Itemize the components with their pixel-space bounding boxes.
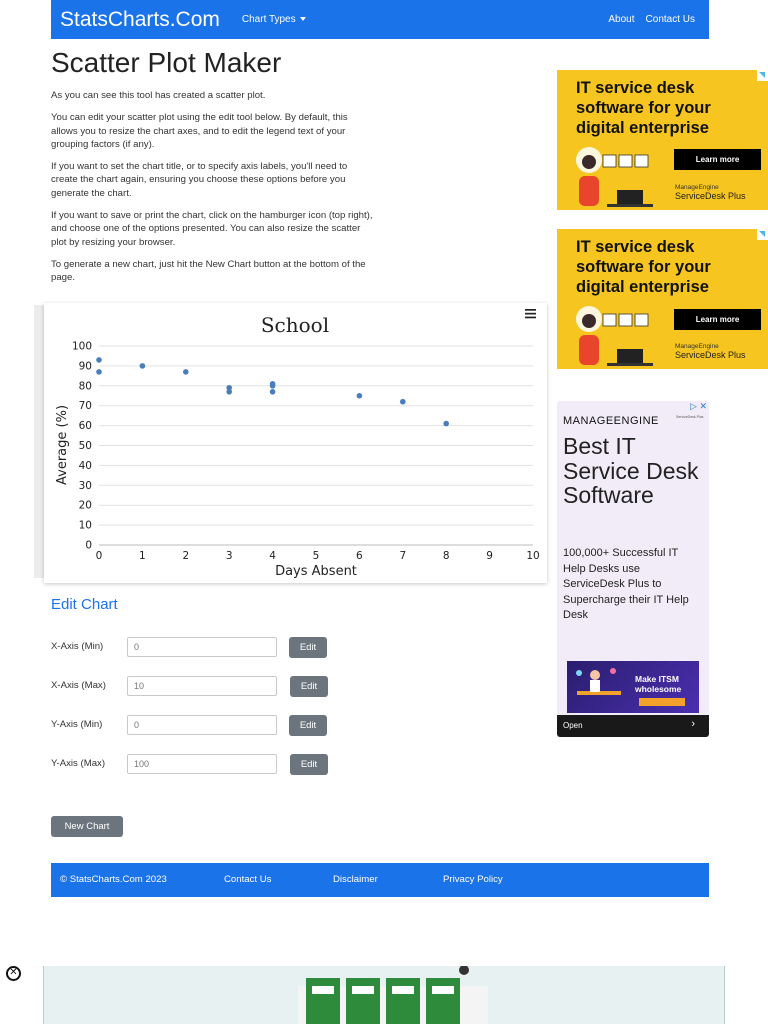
side-ad-open-bar[interactable] [557,715,709,737]
side-ad-image-text: Make ITSM wholesome [635,674,682,694]
intro-text [51,89,373,294]
ad-brand-small: ManageEngine [675,343,719,350]
y-tick-label: 100 [71,340,92,353]
footer-privacy-link[interactable]: Privacy Policy [443,874,503,885]
banner-ad-1[interactable] [557,70,768,210]
scatter-point[interactable] [140,363,146,369]
y-tick-label: 20 [78,499,92,512]
scatter-point[interactable] [357,393,363,399]
y-axis-max-row [51,754,341,776]
y-axis-min-input[interactable] [127,715,277,735]
side-ad-image-button[interactable] [639,698,685,706]
y-axis-min-label: Y-Axis (Min) [51,719,103,730]
contact-link[interactable]: Contact Us [645,14,695,25]
caret-down-icon [300,17,306,21]
ad-close-icon[interactable]: ▷ ✕ [690,401,707,411]
x-tick-label: 2 [182,550,190,562]
y-axis-max-input[interactable] [127,754,277,774]
y-axis-min-edit-button[interactable]: Edit [289,715,327,736]
side-ad-body: 100,000+ Successful IT Help Desks use ServiceDesk Plus to Supercharge their IT Help Desk [563,547,689,621]
ad-brand [675,183,746,202]
edit-chart-heading: Edit Chart [51,596,118,613]
site-footer [51,863,709,897]
x-axis-max-edit-button[interactable]: Edit [290,676,328,697]
y-tick-label: 70 [78,400,92,413]
bottom-banner-ad[interactable] [43,966,725,1024]
ad-brand [675,342,746,361]
x-tick-label: 6 [356,550,363,562]
x-tick-label: 3 [225,550,233,562]
y-tick-label: 90 [78,360,92,373]
y-tick-label: 30 [78,479,92,492]
x-axis-min-edit-button[interactable]: Edit [289,637,327,658]
nav-right-links [608,14,695,25]
scatter-point[interactable] [400,399,406,405]
x-axis-max-label: X-Axis (Max) [51,680,106,691]
y-tick-label: 80 [78,380,92,393]
about-link[interactable]: About [608,14,635,25]
ad-brand-name: ServiceDesk Plus [675,350,746,360]
x-axis-min-input[interactable] [127,637,277,657]
x-tick-label: 1 [139,550,146,562]
side-ad-image [567,661,699,713]
x-axis-label: Days Absent [275,564,357,579]
y-axis-min-row [51,715,341,737]
chart-types-dropdown[interactable] [242,14,306,25]
x-tick-label: 4 [269,550,276,562]
banner-ad-2[interactable] [557,229,768,369]
x-tick-label: 9 [486,550,493,562]
y-axis-max-edit-button[interactable]: Edit [290,754,328,775]
y-axis-label: Average (%) [55,404,70,486]
scatter-chart [44,303,547,583]
new-chart-button[interactable]: New Chart [51,816,123,837]
ad-brand-name: ServiceDesk Plus [675,191,746,201]
support-agent-illustration [567,142,667,210]
close-icon[interactable]: ✕ [6,966,21,981]
x-tick-label: 8 [442,550,450,562]
scatter-point[interactable] [443,421,449,427]
y-tick-label: 40 [78,459,92,472]
scatter-point[interactable] [270,383,276,389]
person-at-desk-illustration [567,661,629,713]
intro-paragraph: You can edit your scatter plot using the edit tool below. By default, this allows you to resize the chart axes, and to edit the legend text of your grouping factors (if any). [51,112,348,150]
chart-side-shadow [34,305,44,578]
side-ad-brand: MANAGEENGINE [563,415,659,427]
open-label: Open [563,721,583,730]
footer-copyright: © StatsCharts.Com 2023 [60,874,167,885]
scatter-point[interactable] [96,369,102,375]
x-axis-max-row [51,676,341,698]
ad-headline: IT service desk software for your digital enterprise [576,79,711,137]
x-tick-label: 0 [95,550,103,562]
intro-paragraph: To generate a new chart, just hit the New Chart button at the bottom of the page. [51,258,366,284]
page-title: Scatter Plot Maker [51,47,282,78]
y-tick-label: 0 [85,539,92,552]
intro-paragraph: If you want to set the chart title, or to specify axis labels, you'll need to create the chart again, ensuring you choose these options before you generate the chart. [51,161,348,199]
side-ad[interactable] [557,401,709,737]
footer-contact-link[interactable]: Contact Us [224,874,272,885]
scatter-point[interactable] [96,357,102,363]
y-tick-label: 10 [78,519,92,532]
hamburger-menu-icon[interactable] [524,308,538,320]
scatter-point[interactable] [183,369,189,375]
x-tick-label: 7 [399,550,407,562]
y-tick-label: 50 [78,440,92,452]
footer-disclaimer-link[interactable]: Disclaimer [333,874,378,885]
top-navbar [51,0,709,39]
x-axis-max-input[interactable] [127,676,277,696]
chart-types-label: Chart Types [241,14,296,25]
ad-headline: IT service desk software for your digital enterprise [576,238,711,296]
learn-more-button[interactable]: Learn more [674,309,761,330]
scatter-point[interactable] [270,389,276,395]
learn-more-button[interactable]: Learn more [674,149,761,170]
intro-paragraph: As you can see this tool has created a scatter plot. [51,90,266,101]
chart-title: School [260,313,330,337]
side-ad-brand-small: ServiceDesk Plus [676,415,704,419]
side-ad-headline: Best IT Service Desk Software [563,433,699,508]
scatter-point[interactable] [226,389,232,395]
scatter-chart-container [44,303,547,583]
intro-paragraph: If you want to save or print the chart, click on the hamburger icon (top right), and choose one of the options presented. You can also resize the scatter plot by resizing your browser. [51,210,373,248]
x-axis-min-row [51,637,341,659]
beer-ad-artwork [44,966,725,1024]
site-brand-link[interactable]: StatsCharts.Com [60,7,220,31]
x-tick-label: 5 [312,550,320,562]
y-axis-max-label: Y-Axis (Max) [51,758,106,769]
y-tick-label: 60 [78,420,92,433]
x-tick-label: 10 [526,550,540,562]
chevron-right-icon: › [691,718,695,730]
x-axis-min-label: X-Axis (Min) [51,641,104,652]
support-agent-illustration [567,301,667,369]
ad-brand-small: ManageEngine [675,184,719,191]
